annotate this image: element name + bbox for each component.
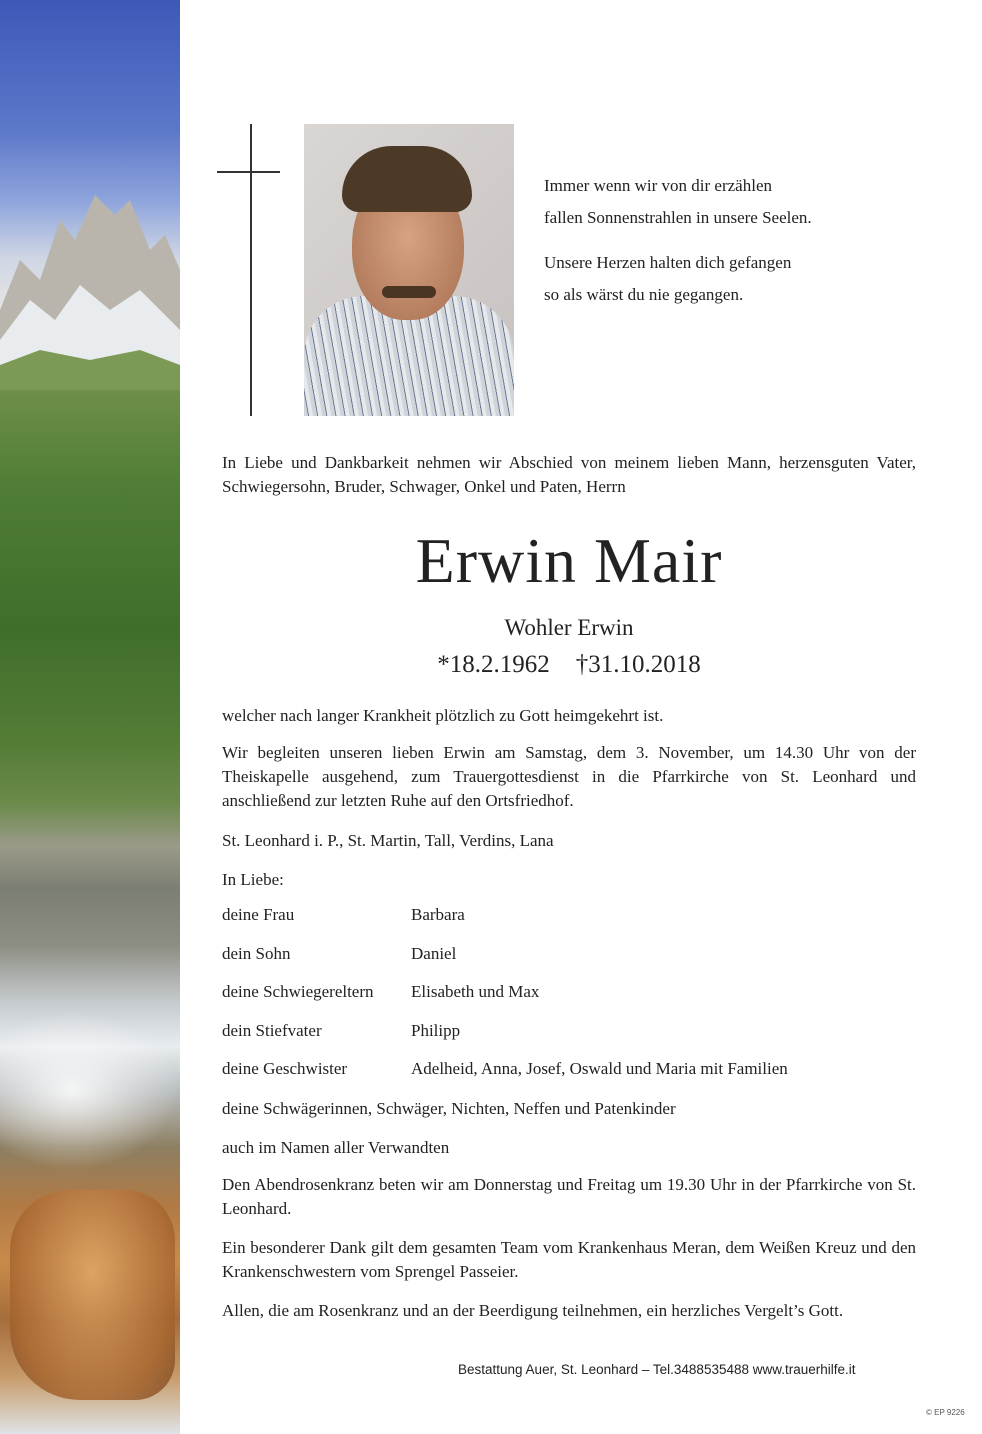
mourner-names: Elisabeth und Max xyxy=(411,982,540,1001)
mourner-relation: deine Schwiegereltern xyxy=(222,982,374,1001)
closing-text: Allen, die am Rosenkranz und an der Beerdigung teilnehmen, ein herzliches Vergelt’s Gott. xyxy=(222,1301,844,1320)
death-date: †31.10.2018 xyxy=(575,651,701,678)
mourner-row xyxy=(222,944,916,983)
mourner-relation: dein Stiefvater xyxy=(222,1020,322,1040)
mourner-names: Daniel xyxy=(411,943,457,963)
birth-date: *18.2.1962 xyxy=(437,651,550,678)
intro-text: In Liebe und Dankbarkeit nehmen wir Abschied von meinem lieben Mann, herzensguten Vater, Schwiegersohn, Bruder, Schwager, Onkel und Paten, Herrn xyxy=(222,453,916,496)
relatives-line: auch im Namen aller Verwandten xyxy=(222,1138,450,1157)
cross-icon xyxy=(250,124,252,416)
mourner-names: Adelheid, Anna, Josef, Oswald und Maria mit Familien xyxy=(411,1059,788,1078)
portrait-photo xyxy=(304,124,514,416)
mourner-relation: deine Frau xyxy=(222,905,295,924)
rock xyxy=(10,1190,175,1400)
extended-family: deine Schwägerinnen, Schwäger, Nichten, Neffen und Patenkinder xyxy=(222,1099,676,1118)
rosary-info: Den Abendrosenkranz beten wir am Donnerstag und Freitag um 19.30 Uhr in der Pfarrkirche von St. Leonhard. xyxy=(222,1175,916,1218)
cross-icon-bar xyxy=(217,171,280,173)
in-liebe-label: In Liebe: xyxy=(222,870,284,889)
mourner-row xyxy=(222,1059,916,1098)
landscape-image xyxy=(0,0,180,1434)
funeral-info: Wir begleiten unseren lieben Erwin am Samstag, dem 3. November, um 14.30 Uhr von der Theiskapelle ausgehend, zum Trauergottesdienst in die Pfarrkirche von St. Leonhard und anschließend zur letzten Ruhe auf den Ortsfriedhof. xyxy=(222,743,916,810)
places: St. Leonhard i. P., St. Martin, Tall, Verdins, Lana xyxy=(222,831,554,850)
poem-stanza-1 xyxy=(544,170,812,234)
mourner-relation: deine Geschwister xyxy=(222,1059,348,1078)
mourner-row xyxy=(222,1021,916,1060)
waterfall xyxy=(0,1010,180,1170)
poem-stanza-2 xyxy=(544,247,812,311)
funeral-home-footer: Bestattung Auer, St. Leonhard – Tel.3488535488 www.trauerhilfe.it xyxy=(458,1362,856,1377)
mourner-row xyxy=(222,982,916,1021)
mourners-list xyxy=(222,905,916,1098)
life-dates xyxy=(222,651,916,679)
mourner-relation: dein Sohn xyxy=(222,943,291,963)
poem-line: so als wärst du nie gegangen. xyxy=(544,285,744,304)
poem-line: Unsere Herzen halten dich gefangen xyxy=(544,253,792,272)
passing-text: welcher nach langer Krankheit plötzlich zu Gott heimgekehrt ist. xyxy=(222,706,664,725)
mourner-row xyxy=(222,905,916,944)
poem-line: fallen Sonnenstrahlen in unsere Seelen. xyxy=(544,208,812,227)
poem xyxy=(544,170,812,311)
thanks-text: Ein besonderer Dank gilt dem gesamten Team vom Krankenhaus Meran, dem Weißen Kreuz und den Krankenschwestern vom Sprengel Passeier. xyxy=(222,1238,916,1281)
mountain-peaks xyxy=(0,190,180,390)
poem-line: Immer wenn wir von dir erzählen xyxy=(544,176,772,195)
deceased-name: Erwin Mair xyxy=(415,525,723,596)
document-code: © EP 9226 xyxy=(926,1408,965,1417)
nickname: Wohler Erwin xyxy=(504,615,634,640)
mourner-names: Barbara xyxy=(411,905,465,924)
mourner-names: Philipp xyxy=(411,1020,461,1040)
